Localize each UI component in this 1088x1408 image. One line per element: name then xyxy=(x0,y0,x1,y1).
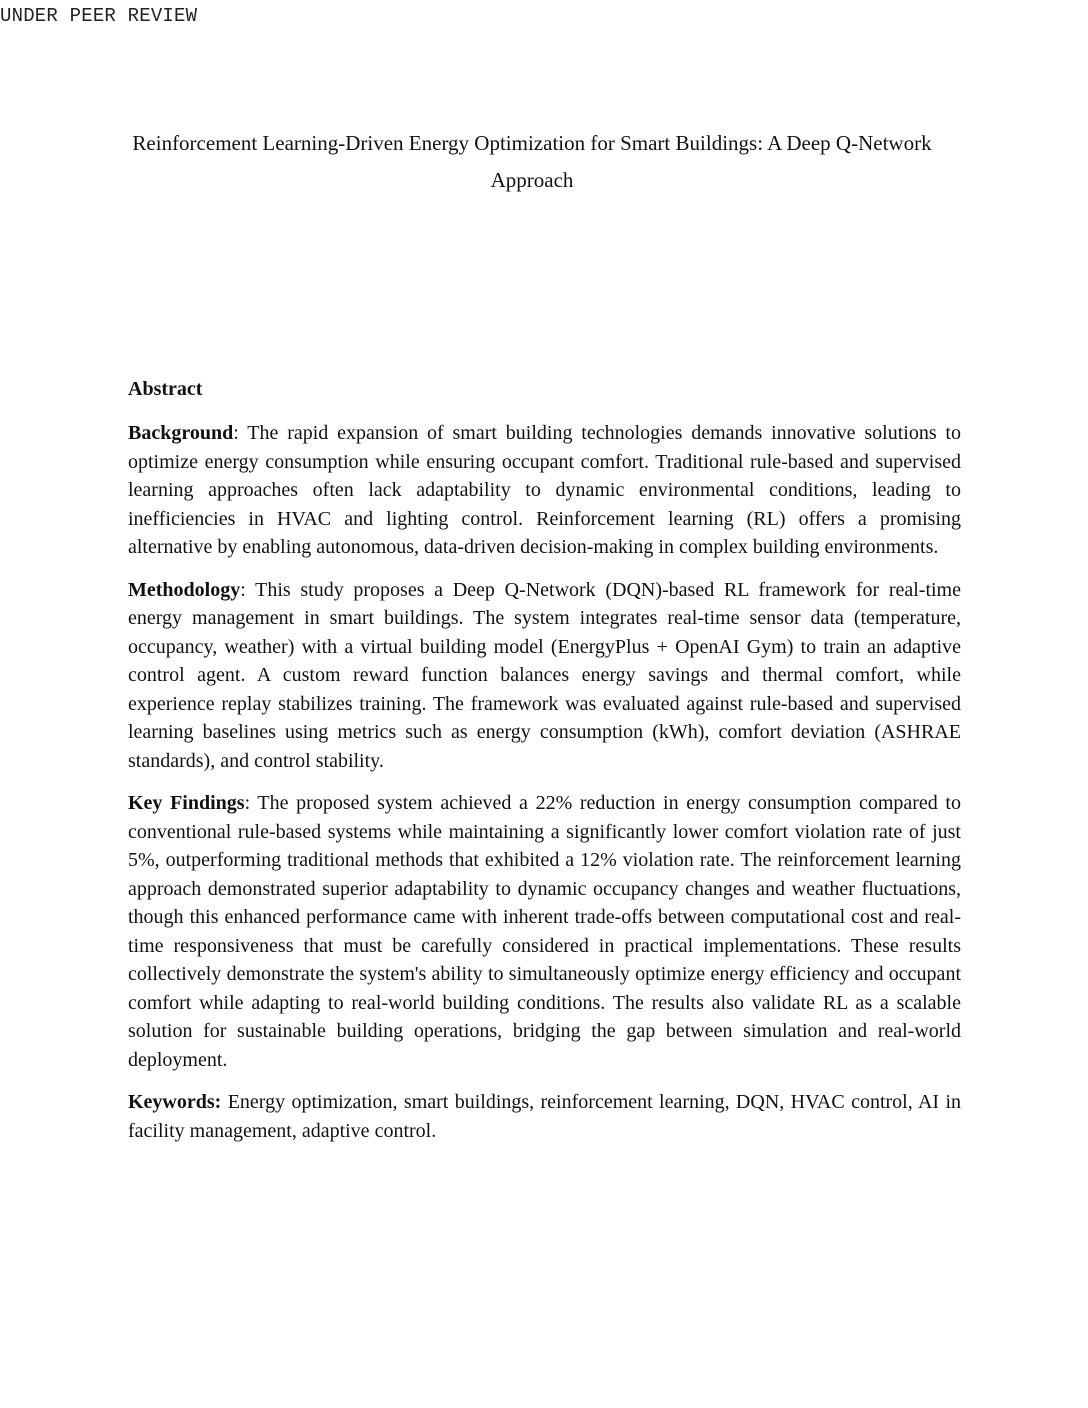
paper-title: Reinforcement Learning-Driven Energy Optimization for Smart Buildings: A Deep Q-Network Approach xyxy=(132,131,932,192)
background-separator: : xyxy=(233,422,248,444)
background-text: The rapid expansion of smart building technologies demands innovative solutions to optimize energy consumption while ensuring occupant comfort. Traditional rule-based and supervised learning approaches often lack adaptability to dynamic environmental conditions, leading to inefficiencies in HVAC and lighting control. Reinforcement learning (RL) offers a promising alternative by enabling autonomous, data-driven decision-making in complex building environments. xyxy=(128,422,961,558)
key-findings-text: The proposed system achieved a 22% reduction in energy consumption compared to conventional rule-based systems while maintaining a significantly lower comfort violation rate of just 5%, outperforming traditional methods that exhibited a 12% violation rate. The reinforcement learning approach demonstrated superior adaptability to dynamic occupancy changes and weather fluctuations, though this enhanced performance came with inherent trade-offs between computational cost and real-time responsiveness that must be carefully considered in practical implementations. These results collectively demonstrate the system's ability to simultaneously optimize energy efficiency and occupant comfort while adapting to real-world building conditions. The results also validate RL as a scalable solution for sustainable building operations, bridging the gap between simulation and real-world deployment. xyxy=(128,792,961,1071)
background-label: Background xyxy=(128,422,234,444)
key-findings-label: Key Findings xyxy=(128,792,245,814)
peer-review-watermark: UNDER PEER REVIEW xyxy=(0,5,198,27)
keywords-label: Keywords: xyxy=(128,1091,222,1113)
abstract-heading: Abstract xyxy=(128,378,203,400)
key-findings-separator: : xyxy=(244,792,258,814)
keywords-paragraph xyxy=(128,1088,961,1145)
abstract-section xyxy=(128,375,961,1159)
abstract-background-paragraph xyxy=(128,419,961,562)
methodology-separator: : xyxy=(240,578,256,601)
methodology-label: Methodology xyxy=(128,578,241,601)
methodology-text: This study proposes a Deep Q-Network (DQN)-based RL framework for real-time energy management in smart buildings. The system integrates real-time sensor data (temperature, occupancy, weather) with a virtual building model (EnergyPlus + OpenAI Gym) to train an adaptive control agent. A custom reward function balances energy savings and thermal comfort, while experience replay stabilizes training. The framework was evaluated against rule-based and supervised learning baselines using metrics such as energy consumption (kWh), comfort deviation (ASHRAE standards), and control stability. xyxy=(128,578,961,772)
keywords-text: Energy optimization, smart buildings, reinforcement learning, DQN, HVAC control, AI in facility management, adaptive control. xyxy=(128,1091,962,1142)
abstract-methodology-paragraph xyxy=(128,576,961,776)
abstract-key-findings-paragraph xyxy=(128,789,961,1074)
